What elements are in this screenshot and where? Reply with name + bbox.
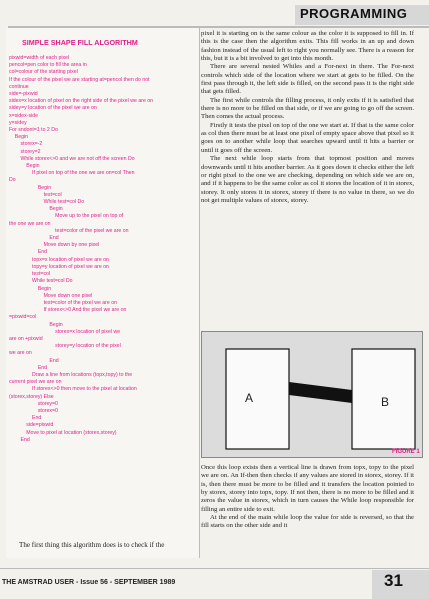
code-line: we are on [9,350,32,357]
code-line: End [9,436,30,443]
code-line: End [9,364,48,371]
code-line: the one we are on [9,220,51,227]
figure-1 [201,331,423,458]
figure-caption: FIGURE 1 [392,449,420,455]
article-paragraph: At the end of the main while loop the value for side is reversed, so that the fill starts on the other side and it [201,514,414,530]
article-column-top [201,30,414,205]
code-line: test=color of the pixel we are on [9,227,129,234]
article-column-bottom [201,464,414,531]
code-line: For sndont=1 to 2 Do [9,127,58,134]
code-line: While test=col Do [9,199,85,206]
code-line: Begin [9,321,63,328]
code-line: Begin [9,163,40,170]
code-line: current pixel we are on [9,379,62,386]
code-line: If storex<>0 then move to the pixel at location [9,386,137,393]
code-line: If the colour of the pixel we are starting at=pencol then do not [9,76,150,83]
connector-bar [289,382,352,403]
magazine-name: THE AMSTRAD USER [2,579,75,586]
code-line: If pixel on top of the one we are on=col Then [9,170,135,177]
article-paragraph: pixel it is starting on is the same colour as the color it is supposed to fill in. If this is the case then the algorithm exits. This fill works in an up and down fashion instead of the usual left to right you normally see. There is a reason for this, but it is a bit involved to get into this month. [201,30,414,63]
footer-divider [0,568,429,569]
code-line: Do [9,177,16,184]
code-line: storey=0 [9,400,58,407]
code-line: sidex=x location of pixel on the right side of the pixel we are on [9,98,154,105]
figure-label-b: B [381,395,390,409]
code-line: storex=0 [9,407,58,414]
code-line: col=colour of the starting pixel [9,69,78,76]
code-line: End [9,249,48,256]
code-line: storex=x location of pixel we [9,328,121,335]
code-line: Begin [9,206,63,213]
figure-label-a: A [245,391,254,405]
code-line: topx=x location of pixel we are on [9,256,109,263]
code-line: storex=-2 [9,141,43,148]
code-line: storey=y location of the pixel [9,343,121,350]
article-paragraph: The first while controls the filling process, it only exits if it is satisfied that there is no more to be filled on that side, or if we are going to go off the screen. Then comes the actual process. [201,96,414,121]
issue-info: Issue 56 - SEPTEMBER 1989 [80,579,176,586]
left-prose: The first thing this algorithm does is to check if the [19,541,165,549]
code-line: Move up to the pixel on top of [9,213,124,220]
footer-credit: THE AMSTRAD USER - Issue 56 - SEPTEMBER 1989 [2,579,176,586]
code-line: End [9,357,59,364]
code-line: Draw a line from locations (topx,topy) to the [9,371,133,378]
code-line: topy=y location of pixel we are on [9,263,109,270]
code-line: =pixwid=col [9,314,37,321]
code-line: side=-pixwid [9,91,38,98]
code-title: SIMPLE SHAPE FILL ALGORITHM [22,38,138,47]
article-paragraph: There are several nested Whiles and a For-next in there. The For-next controls which side of the location where we start at gets to be filled. On the first pass through it, the left side is filled, on the second pass it is the right side that gets filled. [201,63,414,96]
code-line: x=sidex-side [9,112,38,119]
article-paragraph: Firstly it tests the pixel on top of the one we start at. If that is the same color as col then there must be at least one pixel of empty space above that pixel so it goes on to another while loop that searches upward until it hits a barrier or until it goes off the screen. [201,121,414,154]
code-line: pencol=pen color to fill the area in [9,62,87,69]
section-title: PROGRAMMING [300,6,408,21]
code-line: Begin [9,285,52,292]
code-line: are on +pixwid [9,335,43,342]
code-line: test=col [9,271,51,278]
article-paragraph: The next while loop starts from that topmost position and moves downwards until it hits another barrier. As it goes down it checks either the left or right pixel to the one we are checking, depending on which side we are on, and if it happens to be the same color as col it stores the location of it in storex, storey. It only stores it in storex, storey if there is no value in there, so we do not get multiple values of storex, storey. [201,155,414,204]
code-line: continue [9,83,29,90]
code-line: If storex<>0 And the pixel we are on [9,307,127,314]
code-line: Move to pixel at location (storex,storey) [9,429,117,436]
code-line: While storex<>0 and we are not off the screen Do [9,155,135,162]
code-line: storey=2 [9,148,41,155]
code-line: End [9,415,42,422]
code-line: End [9,235,59,242]
code-line: y=sidey [9,119,27,126]
code-line: Begin [9,134,29,141]
code-listing [9,55,197,444]
code-line: While test=col Do [9,278,73,285]
code-line: side=pixwid [9,422,54,429]
code-line: (storex,storey) Else [9,393,54,400]
code-line: test=color of the pixel we are on [9,299,117,306]
code-line: Begin [9,184,52,191]
code-line: pixwid=width of each pixel [9,55,70,61]
shape-a [226,349,289,449]
code-line: Move down by one pixel [9,242,100,249]
code-line: Move down one pixel [9,292,93,299]
code-line: test=col [9,191,62,198]
page-number: 31 [384,571,403,590]
article-paragraph: Once this loop exists then a vertical line is drawn from topx, topy to the pixel we are on. An If-then then checks if any values are stored in storex, storey. If it is, then there must be more to be filled and it transfers the location pointed to by storex, storey into topx, topy. If not then, there is no more to be filled and it zeros the value in storex, which in turn causes the While loop responsible for filling an entire side to exit. [201,464,414,513]
code-line: sidey=y location of the pixel we are on [9,105,97,112]
